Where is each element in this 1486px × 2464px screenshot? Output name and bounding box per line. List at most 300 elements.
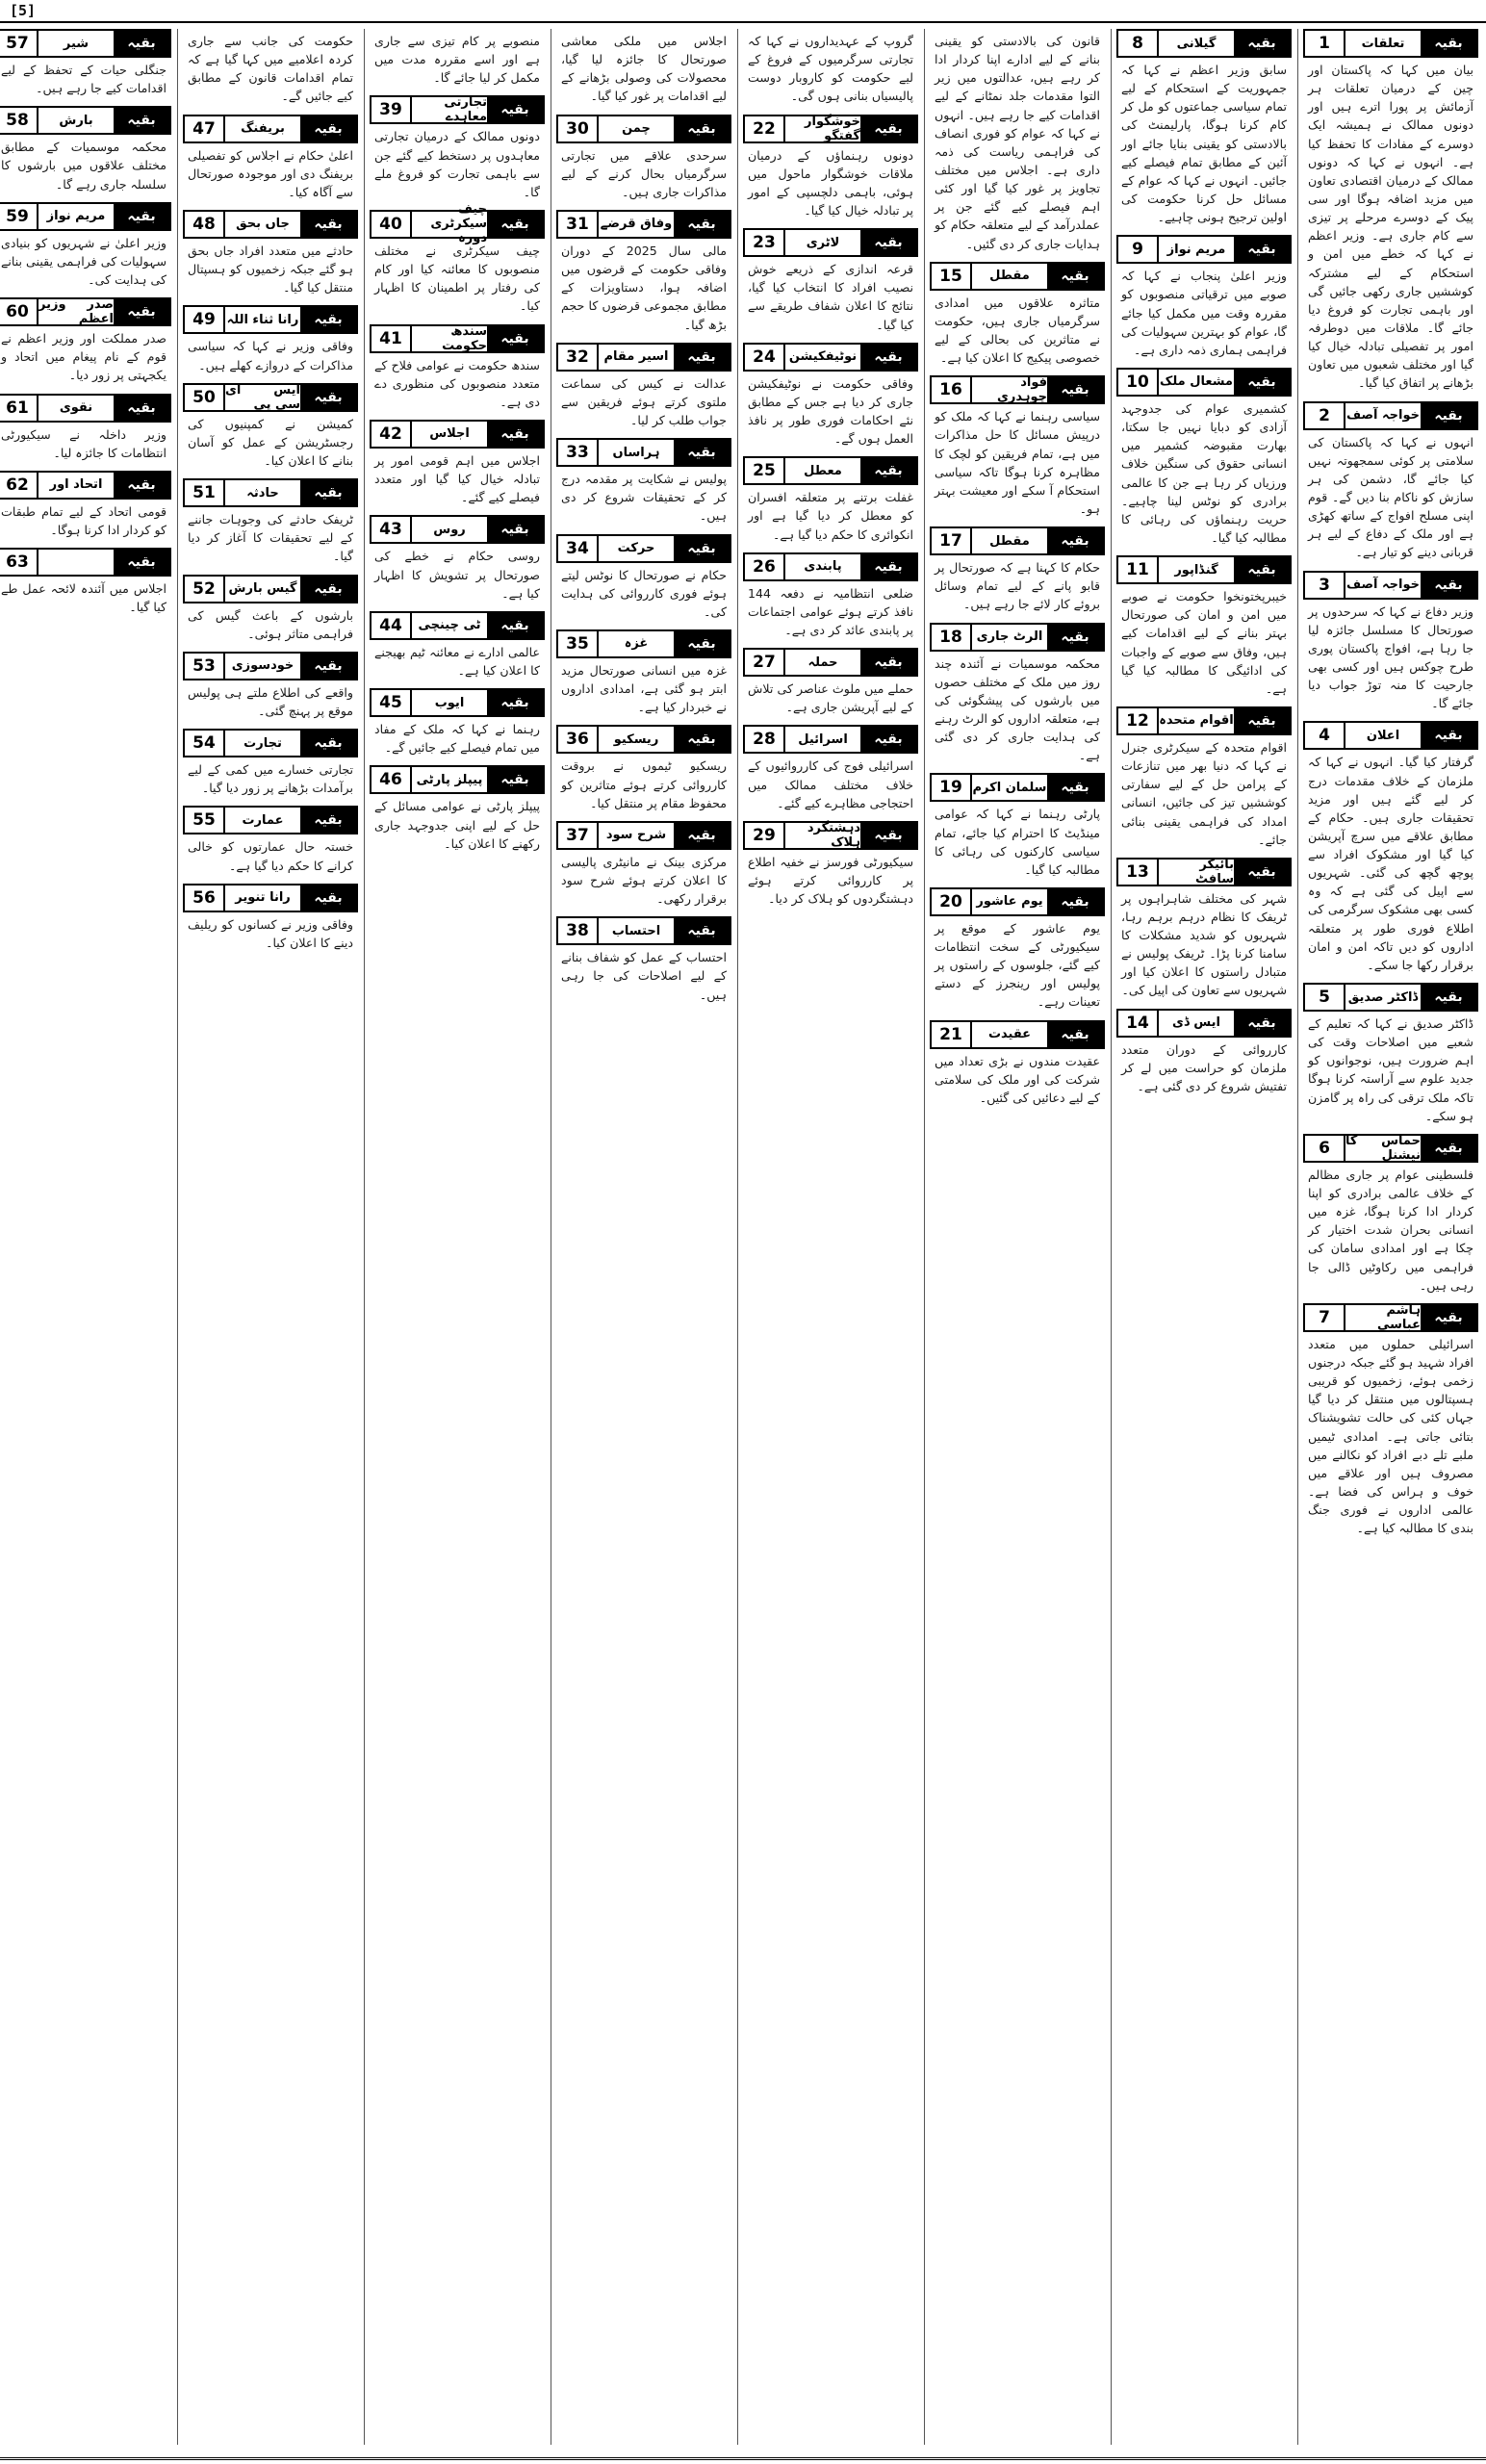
continuation-title: روس (412, 517, 487, 542)
continuation-number: 35 (558, 631, 599, 656)
continuation-number: 17 (932, 528, 972, 553)
continuation-header (1303, 1303, 1478, 1332)
article-text: پولیس نے شکایت پر مقدمہ درج کر کے تحقیقات شروع کر دی ہیں۔ (561, 472, 727, 524)
continuation-title: خوشگوار گفتگو (785, 116, 860, 141)
column-separator (1297, 29, 1298, 2445)
continuation-label: بقیہ (1047, 1022, 1103, 1047)
continuation-title: حادثہ (225, 480, 300, 505)
article-text: اسرائیلی حملوں میں متعدد افراد شہید ہو گئے جبکہ درجنوں زخمی ہوئے، زخمیوں کو قریبی ہسپتالوں میں منتقل کر دیا گیا جہاں کئی کی حالت تشویشناک بتائی جاتی ہے۔ امدادی ٹیمیں ملبے تلے دبے افراد کو نکالنے میں مصروف ہیں اور علاقے میں خوف و ہراس کی فضا ہے۔ عالمی اداروں نے فوری جنگ بندی کا مطالبہ کیا ہے۔ (1308, 1336, 1473, 1536)
continuation-label: بقیہ (860, 823, 916, 848)
continuation-label: بقیہ (114, 108, 169, 133)
continuation-header (370, 324, 545, 353)
continuation-number: 41 (372, 326, 412, 351)
continuation-header (930, 375, 1105, 404)
continuation-header (1303, 571, 1478, 600)
continuation-title: سلمان اکرم (972, 775, 1047, 800)
article-text: غزہ میں انسانی صورتحال مزید ابتر ہو گئی ہے، امدادی اداروں نے خبردار کیا ہے۔ (561, 662, 727, 715)
continuation-label: بقیہ (674, 536, 730, 561)
article-text: وفاقی وزیر نے کہا کہ سیاسی مذاکرات کے دروازے کھلے ہیں۔ (188, 339, 353, 372)
continuation-label: بقیہ (674, 116, 730, 141)
continuation-title: سندھ حکومت (412, 326, 487, 351)
article-text: متاثرہ علاقوں میں امدادی سرگرمیاں جاری ہیں، حکومت نے متاثرین کی بحالی کے لیے خصوصی پیکیج کا اعلان کیا ہے۔ (935, 295, 1100, 366)
continuation-header (1116, 29, 1292, 58)
continuation-title: گنڈاپور (1159, 557, 1234, 582)
continuation-label: بقیہ (860, 650, 916, 675)
continuation-number: 43 (372, 517, 412, 542)
continuation-title: عمارت (225, 808, 300, 833)
continuation-number: 22 (745, 116, 785, 141)
continuation-label: بقیہ (1421, 723, 1476, 748)
continuation-number: 2 (1305, 403, 1345, 428)
continuation-title: بارش (38, 108, 114, 133)
column-separator (924, 29, 925, 2445)
continuation-label: بقیہ (860, 458, 916, 483)
continuation-header (556, 210, 731, 239)
continuation-label: بقیہ (1047, 264, 1103, 289)
article-text: انہوں نے کہا کہ پاکستان کی سلامتی پر کوئی سمجھوتہ نہیں کیا جائے گا، دشمن کی ہر سازش کو ناکام بنا دیں گے۔ قوم اپنی مسلح افواج کے ساتھ کھڑی ہے اور ملک کے دفاع کے لیے ہر قربانی دینے کو تیار ہے۔ (1308, 434, 1473, 560)
continuation-label: بقیہ (300, 886, 356, 911)
continuation-number: 28 (745, 727, 785, 752)
article-text: وزیر اعلیٰ نے شہریوں کو بنیادی سہولیات کی فراہمی یقینی بنانے کی ہدایت کی۔ (1, 235, 167, 287)
article-text: رہنما نے کہا کہ ملک کے مفاد میں تمام فیصلے کیے جائیں گے۔ (374, 722, 540, 756)
continuation-header (1303, 401, 1478, 430)
continuation-header (556, 916, 731, 945)
continuation-header (183, 115, 358, 143)
continuation-title: لاٹری (785, 230, 860, 255)
article-text: منصوبے پر کام تیزی سے جاری ہے اور اسے مقررہ مدت میں مکمل کر لیا جائے گا۔ (374, 34, 540, 86)
continuation-header (0, 394, 171, 423)
article-text: محکمہ موسمیات نے آئندہ چند روز میں ملک کے مختلف حصوں میں بارشوں کی پیشگوئی کی ہے، متعلقہ اداروں کو الرٹ رہنے کی ہدایت جاری کر دی گئی ہے۔ (935, 655, 1100, 763)
continuation-label: بقیہ (114, 396, 169, 421)
article-text: تجارتی خسارے میں کمی کے لیے برآمدات بڑھانے پر زور دیا گیا۔ (188, 762, 353, 796)
continuation-label: بقیہ (1234, 237, 1290, 262)
continuation-title: ایوب (412, 690, 487, 715)
continuation-label: بقیہ (487, 212, 543, 237)
continuation-number: 54 (185, 731, 225, 756)
continuation-number: 34 (558, 536, 599, 561)
continuation-header (0, 106, 171, 135)
article-text: حکام کا کہنا ہے کہ صورتحال پر قابو پانے کے لیے تمام وسائل بروئے کار لائے جا رہے ہیں۔ (935, 560, 1100, 612)
article-text: محکمہ موسمیات کے مطابق مختلف علاقوں میں بارشوں کا سلسلہ جاری رہے گا۔ (1, 140, 167, 192)
article-text: کارروائی کے دوران متعدد ملزمان کو حراست میں لے کر تفتیش شروع کر دی گئی ہے۔ (1121, 1041, 1287, 1093)
continuation-label: بقیہ (1421, 1305, 1476, 1330)
continuation-title: دہشتگرد ہلاک (785, 823, 860, 848)
continuation-number: 44 (372, 613, 412, 638)
continuation-number: 10 (1118, 370, 1159, 395)
continuation-label: بقیہ (300, 212, 356, 237)
continuation-label: بقیہ (300, 307, 356, 332)
continuation-number: 6 (1305, 1136, 1345, 1161)
article-text: حکام نے صورتحال کا نوٹس لیتے ہوئے فوری کارروائی کی ہدایت کی۔ (561, 567, 727, 619)
continuation-label: بقیہ (114, 550, 169, 575)
continuation-label: بقیہ (860, 345, 916, 370)
column-6 (370, 29, 545, 2445)
article-text: ضلعی انتظامیہ نے دفعہ 144 نافذ کرتے ہوئے عوامی اجتماعات پر پابندی عائد کر دی ہے۔ (748, 585, 913, 637)
continuation-number: 20 (932, 889, 972, 914)
continuation-label: بقیہ (487, 422, 543, 447)
continuation-header (930, 262, 1105, 291)
continuation-title: اتحاد اور (38, 473, 114, 498)
continuation-title: مشعال ملک (1159, 370, 1234, 395)
continuation-number: 49 (185, 307, 225, 332)
continuation-header (743, 648, 918, 677)
continuation-label: بقیہ (860, 230, 916, 255)
continuation-header (930, 526, 1105, 555)
continuation-number: 30 (558, 116, 599, 141)
continuation-number: 36 (558, 727, 599, 752)
continuation-number: 11 (1118, 557, 1159, 582)
continuation-number: 53 (185, 654, 225, 679)
continuation-title: ڈاکٹر صدیق (1345, 985, 1421, 1010)
continuation-header (556, 725, 731, 754)
continuation-label: بقیہ (860, 727, 916, 752)
continuation-number: 19 (932, 775, 972, 800)
continuation-title: ہراساں (599, 440, 674, 465)
continuation-label: بقیہ (674, 918, 730, 943)
continuation-title: اعلان (1345, 723, 1421, 748)
continuation-number: 58 (0, 108, 38, 133)
article-text: وفاقی حکومت نے نوٹیفکیشن جاری کر دیا ہے جس کے مطابق نئے احکامات فوری طور پر نافذ العمل ہوں گے۔ (748, 375, 913, 447)
continuation-title: گیس بارش (225, 577, 300, 602)
continuation-label: بقیہ (1047, 889, 1103, 914)
continuation-header (0, 29, 171, 58)
continuation-title: حملہ (785, 650, 860, 675)
continuation-title: فواد چوہدری (972, 377, 1047, 402)
continuation-number: 38 (558, 918, 599, 943)
continuation-number: 27 (745, 650, 785, 675)
article-text: ٹریفک حادثے کی وجوہات جاننے کے لیے تحقیقات کا آغاز کر دیا گیا۔ (188, 512, 353, 564)
continuation-title: اقوام متحدہ (1159, 708, 1234, 733)
continuation-number: 4 (1305, 723, 1345, 748)
continuation-header (556, 629, 731, 658)
continuation-header (743, 228, 918, 257)
continuation-header (930, 773, 1105, 802)
article-text: خیبرپختونخوا حکومت نے صوبے میں امن و امان کی صورتحال بہتر بنانے کے لیے اقدامات کیے ہیں، وفاق سے صوبے کے واجبات کی ادائیگی کا مطالبہ کیا گیا ہے۔ (1121, 589, 1287, 696)
article-text: مالی سال 2025 کے دوران وفاقی حکومت کے قرضوں میں اضافہ ہوا، دستاویزات کے مطابق مجموعی قرضوں کا حجم بڑھ گیا۔ (561, 243, 727, 332)
continuation-header (1116, 1009, 1292, 1038)
article-text: روسی حکام نے خطے کی صورتحال پر تشویش کا اظہار کیا ہے۔ (374, 549, 540, 601)
column-1 (1303, 29, 1478, 2445)
continuation-title: اسرائیل (785, 727, 860, 752)
continuation-number: 3 (1305, 573, 1345, 598)
article-text: فلسطینی عوام پر جاری مظالم کے خلاف عالمی برادری کو اپنا کردار ادا کرنا ہوگا، غزہ میں انسانی بحران شدت اختیار کر چکا ہے اور امدادی سامان کی فراہمی میں رکاوٹیں ڈالی جا رہی ہیں۔ (1308, 1167, 1473, 1293)
column-separator (737, 29, 738, 2445)
continuation-label: بقیہ (487, 326, 543, 351)
article-text: سیکیورٹی فورسز نے خفیہ اطلاع پر کارروائی کرتے ہوئے دہشتگردوں کو ہلاک کر دیا۔ (748, 854, 913, 907)
continuation-header (370, 765, 545, 794)
continuation-header (930, 623, 1105, 652)
continuation-title: مقطل (972, 528, 1047, 553)
continuation-label: بقیہ (674, 345, 730, 370)
continuation-title: خواجہ آصف (1345, 403, 1421, 428)
continuation-label: بقیہ (674, 212, 730, 237)
continuation-label: بقیہ (1047, 775, 1103, 800)
continuation-header (743, 456, 918, 485)
column-5 (556, 29, 731, 2445)
continuation-label: بقیہ (1421, 403, 1476, 428)
continuation-header (556, 534, 731, 563)
continuation-title: مریم نواز (1159, 237, 1234, 262)
continuation-number: 57 (0, 31, 38, 56)
continuation-title: شیر (38, 31, 114, 56)
article-text: جنگلی حیات کے تحفظ کے لیے اقدامات کیے جا رہے ہیں۔ (1, 63, 167, 96)
article-text: یوم عاشور کے موقع پر سیکیورٹی کے سخت انتظامات کیے گئے، جلوسوں کے راستوں پر پولیس اور رینجرز کے دستے تعینات رہے۔ (935, 920, 1100, 1010)
continuation-header (183, 575, 358, 603)
continuation-number: 18 (932, 625, 972, 650)
column-7 (183, 29, 358, 2445)
continuation-header (556, 343, 731, 372)
continuation-number: 39 (372, 97, 412, 122)
article-text: حادثے میں متعدد افراد جاں بحق ہو گئے جبکہ زخمیوں کو ہسپتال منتقل کیا گیا۔ (188, 243, 353, 295)
continuation-header (1116, 858, 1292, 886)
continuation-number: 7 (1305, 1305, 1345, 1330)
continuation-label: بقیہ (1047, 528, 1103, 553)
continuation-header (743, 552, 918, 581)
continuation-number: 40 (372, 212, 412, 237)
continuation-title: مقطل (972, 264, 1047, 289)
continuation-label: بقیہ (860, 554, 916, 579)
article-text: چیف سیکرٹری نے مختلف منصوبوں کا معائنہ کیا اور کام کی رفتار پر اطمینان کا اظہار کیا۔ (374, 243, 540, 314)
continuation-title: گیلانی (1159, 31, 1234, 56)
continuation-title: تجارتی معاہدے (412, 97, 487, 122)
continuation-title: نوٹیفکیشن (785, 345, 860, 370)
continuation-header (183, 305, 358, 334)
continuation-number: 25 (745, 458, 785, 483)
continuation-header (0, 297, 171, 326)
article-text: سرحدی علاقے میں تجارتی سرگرمیاں بحال کرنے کے لیے مذاکرات جاری ہیں۔ (561, 147, 727, 199)
article-text: وزیر دفاع نے کہا کہ سرحدوں پر صورتحال کا مسلسل جائزہ لیا جا رہا ہے، افواج پاکستان پوری طرح چوکس ہیں اور کسی بھی جارحیت کا منہ توڑ جواب دیا جائے گا۔ (1308, 603, 1473, 711)
continuation-label: بقیہ (300, 116, 356, 141)
column-separator (1111, 29, 1112, 2445)
continuation-number: 23 (745, 230, 785, 255)
continuation-label: بقیہ (1421, 573, 1476, 598)
continuation-title: عقیدت (972, 1022, 1047, 1047)
continuation-number: 31 (558, 212, 599, 237)
continuation-title: معطل (785, 458, 860, 483)
article-text: اجلاس میں ملکی معاشی صورتحال کا جائزہ لیا گیا، محصولات کی وصولی بڑھانے کے لیے اقدامات پر غور کیا گیا۔ (561, 34, 727, 104)
continuation-header (0, 471, 171, 500)
continuation-number: 32 (558, 345, 599, 370)
article-text: گرفتار کیا گیا۔ انہوں نے کہا کہ ملزمان کے خلاف مقدمات درج کر لیے گئے ہیں اور مزید تحقیقات جاری ہیں۔ حکام کے مطابق علاقے میں سرچ آپریشن کیا گیا اور مشکوک افراد سے پوچھ گچھ کی گئی۔ شہریوں سے اپیل کی گئی ہے کہ وہ کسی بھی مشکوک سرگرمی کی اطلاع فوری طور پر متعلقہ اداروں کو دیں تاکہ امن و امان برقرار رکھا جا سکے۔ (1308, 755, 1473, 972)
continuation-header (370, 515, 545, 544)
continuation-header (370, 420, 545, 449)
continuation-title: حماس کا نیشنل (1345, 1133, 1421, 1163)
article-text: صدر مملکت اور وزیر اعظم نے قوم کے نام پیغام میں اتحاد و یکجہتی پر زور دیا۔ (1, 331, 167, 383)
continuation-title: پیپلز پارٹی (412, 767, 487, 792)
continuation-number: 29 (745, 823, 785, 848)
continuation-header (556, 438, 731, 467)
continuation-header (743, 343, 918, 372)
continuation-title: یوم عاشور (972, 889, 1047, 914)
continuation-header (1116, 555, 1292, 584)
article-text: اجلاس میں آئندہ لائحہ عمل طے کیا گیا۔ (1, 581, 167, 615)
continuation-header (0, 548, 171, 577)
continuation-number: 60 (0, 299, 38, 324)
continuation-header (183, 383, 358, 412)
continuation-header (743, 115, 918, 143)
article-text: پیپلز پارٹی نے عوامی مسائل کے حل کے لیے اپنی جدوجہد جاری رکھنے کا اعلان کیا۔ (374, 799, 540, 851)
continuation-number: 47 (185, 116, 225, 141)
continuation-title (38, 550, 114, 575)
continuation-title: خودسوزی (225, 654, 300, 679)
column-4 (743, 29, 918, 2445)
continuation-header (556, 115, 731, 143)
continuation-title: چمن (599, 116, 674, 141)
continuation-title: حرکت (599, 536, 674, 561)
continuation-title: رانا تنویر (225, 886, 300, 911)
continuation-number: 1 (1305, 31, 1345, 56)
continuation-header (1116, 368, 1292, 397)
article-text: حکومت کی جانب سے جاری کردہ اعلامیے میں کہا گیا ہے کہ تمام اقدامات قانون کے مطابق کیے جائیں گے۔ (188, 34, 353, 104)
continuation-title: پابندی (785, 554, 860, 579)
article-text: سندھ حکومت نے عوامی فلاح کے متعدد منصوبوں کی منظوری دے دی ہے۔ (374, 357, 540, 409)
article-text: عالمی ادارے نے معائنہ ٹیم بھیجنے کا اعلان کیا ہے۔ (374, 644, 540, 678)
continuation-title: نقوی (38, 396, 114, 421)
continuation-title: بائیکر سافٹ (1159, 860, 1234, 885)
article-text: حملے میں ملوث عناصر کی تلاش کے لیے آپریشن جاری ہے۔ (748, 681, 913, 715)
article-text: خستہ حال عمارتوں کو خالی کرانے کا حکم دیا گیا ہے۔ (188, 839, 353, 873)
continuation-number: 33 (558, 440, 599, 465)
column-separator (177, 29, 178, 2445)
continuation-title: ایس ای سی پی (225, 382, 300, 412)
continuation-label: بقیہ (1047, 377, 1103, 402)
continuation-header (556, 821, 731, 850)
continuation-label: بقیہ (1047, 625, 1103, 650)
continuation-title: اسیر مقام (599, 345, 674, 370)
continuation-header (183, 806, 358, 834)
continuation-title: وفاق قرضے (599, 212, 674, 237)
continuation-header (370, 95, 545, 124)
continuation-label: بقیہ (674, 631, 730, 656)
continuation-number: 55 (185, 808, 225, 833)
continuation-header (370, 688, 545, 717)
continuation-label: بقیہ (114, 299, 169, 324)
continuation-label: بقیہ (1421, 985, 1476, 1010)
article-text: سیاسی رہنما نے کہا کہ ملک کو درپیش مسائل کا حل مذاکرات میں ہے، تمام فریقین کو لچک کا مظاہرہ کرنا ہوگا تاکہ سیاسی استحکام آ سکے اور معیشت بہتر ہو۔ (935, 409, 1100, 516)
column-8 (0, 29, 171, 2445)
continuation-label: بقیہ (487, 767, 543, 792)
continuation-label: بقیہ (674, 440, 730, 465)
continuation-label: بقیہ (674, 823, 730, 848)
article-text: وفاقی وزیر نے کسانوں کو ریلیف دینے کا اعلان کیا۔ (188, 916, 353, 950)
article-text: دونوں رہنماؤں کے درمیان ملاقات خوشگوار ماحول میں ہوئی، باہمی دلچسپی کے امور پر تبادلہ خیال کیا گیا۔ (748, 147, 913, 218)
article-text: سابق وزیر اعظم نے کہا کہ جمہوریت کے استحکام کے لیے تمام سیاسی جماعتوں کو مل کر کام کرنا ہوگا، پارلیمنٹ کی بالادستی کو یقینی بنایا جائے اور آئین کے مطابق تمام فیصلے کیے جائیں۔ انہوں نے کہا کہ عوام کے مسائل حل کرنا حکومت کی اولین ترجیح ہونی چاہیے۔ (1121, 63, 1287, 225)
article-text: ریسکیو ٹیموں نے بروقت کارروائی کرتے ہوئے متاثرین کو محفوظ مقام پر منتقل کیا۔ (561, 758, 727, 810)
continuation-title: ٹی چینچی (412, 613, 487, 638)
continuation-title: چیف سیکرٹری دورہ (412, 212, 487, 237)
continuation-number: 24 (745, 345, 785, 370)
continuation-number: 9 (1118, 237, 1159, 262)
continuation-title: ایس ڈی (1159, 1011, 1234, 1036)
continuation-number: 62 (0, 473, 38, 498)
article-text: وزیر داخلہ نے سیکیورٹی انتظامات کا جائزہ لیا۔ (1, 426, 167, 460)
continuation-label: بقیہ (487, 97, 543, 122)
continuation-number: 37 (558, 823, 599, 848)
article-text: غفلت برتنے پر متعلقہ افسران کو معطل کر دیا گیا ہے اور انکوائری کا حکم دیا گیا ہے۔ (748, 490, 913, 542)
continuation-label: بقیہ (300, 654, 356, 679)
continuation-header (1303, 29, 1478, 58)
continuation-number: 5 (1305, 985, 1345, 1010)
continuation-title: شرح سود (599, 823, 674, 848)
continuation-label: بقیہ (1421, 31, 1476, 56)
article-text: دونوں ممالک کے درمیان تجارتی معاہدوں پر دستخط کیے گئے جن سے باہمی تجارت کو فروغ ملے گا۔ (374, 129, 540, 199)
article-text: اعلیٰ حکام نے اجلاس کو تفصیلی بریفنگ دی اور موجودہ صورتحال سے آگاہ کیا۔ (188, 147, 353, 199)
continuation-number: 59 (0, 204, 38, 229)
continuation-header (183, 478, 358, 507)
continuation-label: بقیہ (114, 204, 169, 229)
continuation-header (370, 202, 545, 246)
article-text: قانون کی بالادستی کو یقینی بنانے کے لیے ادارے اپنا کردار ادا کر رہے ہیں، عدالتوں میں زیر التوا مقدمات جلد نمٹانے کے لیے اقدامات کیے جا رہے ہیں۔ انہوں نے کہا کہ عوام کو فوری انصاف کی فراہمی ریاست کی ذمہ داری ہے۔ اجلاس میں مختلف تجاویز پر غور کیا گیا اور کئی اہم فیصلے کیے گئے جن پر عملدرآمد کے لیے متعلقہ حکام کو ہدایات جاری کر دی گئیں۔ (935, 34, 1100, 251)
continuation-label: بقیہ (114, 473, 169, 498)
continuation-title: صدر وزیر اعظم (38, 297, 114, 327)
bottom-rule (0, 2457, 1486, 2460)
article-text: ڈاکٹر صدیق نے کہا کہ تعلیم کے شعبے میں اصلاحات وقت کی اہم ضرورت ہیں، نوجوانوں کو جدید علوم سے آراستہ کرنا ہوگا تاکہ ملک ترقی کی راہ پر گامزن ہو سکے۔ (1308, 1016, 1473, 1123)
continuation-label: بقیہ (1234, 860, 1290, 885)
continuation-label: بقیہ (1421, 1136, 1476, 1161)
article-text: احتساب کے عمل کو شفاف بنانے کے لیے اصلاحات کی جا رہی ہیں۔ (561, 950, 727, 1002)
continuation-label: بقیہ (300, 577, 356, 602)
continuation-label: بقیہ (487, 613, 543, 638)
continuation-number: 56 (185, 886, 225, 911)
continuation-title: غزہ (599, 631, 674, 656)
continuation-number: 16 (932, 377, 972, 402)
continuation-title: اجلاس (412, 422, 487, 447)
article-text: عقیدت مندوں نے بڑی تعداد میں شرکت کی اور ملک کی سلامتی کے لیے دعائیں کی گئیں۔ (935, 1053, 1100, 1105)
column-separator (364, 29, 365, 2445)
article-text: پارٹی رہنما نے کہا کہ عوامی مینڈیٹ کا احترام کیا جائے، تمام سیاسی کارکنوں کی رہائی کا مطالبہ کیا گیا۔ (935, 807, 1100, 877)
continuation-number: 61 (0, 396, 38, 421)
continuation-title: ہاشم عباسی (1345, 1305, 1421, 1330)
continuation-label: بقیہ (1234, 1011, 1290, 1036)
continuation-title: الرٹ جاری (972, 625, 1047, 650)
continuation-number: 8 (1118, 31, 1159, 56)
continuation-header (930, 887, 1105, 916)
continuation-title: جاں بحق (225, 212, 300, 237)
continuation-title: احتساب (599, 918, 674, 943)
continuation-header (1303, 1134, 1478, 1163)
continuation-number: 50 (185, 385, 225, 410)
continuation-header (183, 729, 358, 757)
continuation-header (183, 210, 358, 239)
top-rule (0, 21, 1486, 23)
continuation-label: بقیہ (487, 690, 543, 715)
continuation-header (0, 202, 171, 231)
continuation-number: 46 (372, 767, 412, 792)
continuation-title: خواجہ آصف (1345, 573, 1421, 598)
continuation-label: بقیہ (1234, 708, 1290, 733)
continuation-label: بقیہ (300, 385, 356, 410)
continuation-number: 45 (372, 690, 412, 715)
continuation-header (743, 821, 918, 850)
continuation-title: بریفنگ (225, 116, 300, 141)
continuation-label: بقیہ (300, 480, 356, 505)
article-text: کشمیری عوام کی جدوجہد آزادی کو دبایا نہیں جا سکتا، بھارت مقبوضہ کشمیر میں انسانی حقوق کی سنگین خلاف ورزیاں کر رہا ہے جن کا عالمی برادری کو نوٹس لینا چاہیے۔ حریت رہنماؤں کی رہائی کا مطالبہ کیا گیا۔ (1121, 400, 1287, 545)
continuation-number: 13 (1118, 860, 1159, 885)
continuation-label: بقیہ (1234, 557, 1290, 582)
article-text: مرکزی بینک نے مانیٹری پالیسی کا اعلان کرتے ہوئے شرح سود برقرار رکھی۔ (561, 854, 727, 907)
page-number: [5] (10, 2, 37, 19)
continuation-label: بقیہ (300, 731, 356, 756)
column-3 (930, 29, 1105, 2445)
continuation-header (1303, 983, 1478, 1012)
continuation-header (1303, 721, 1478, 750)
continuation-label: بقیہ (860, 116, 916, 141)
continuation-number: 52 (185, 577, 225, 602)
continuation-header (1116, 235, 1292, 264)
continuation-label: بقیہ (1234, 31, 1290, 56)
continuation-header (743, 725, 918, 754)
continuation-label: بقیہ (300, 808, 356, 833)
